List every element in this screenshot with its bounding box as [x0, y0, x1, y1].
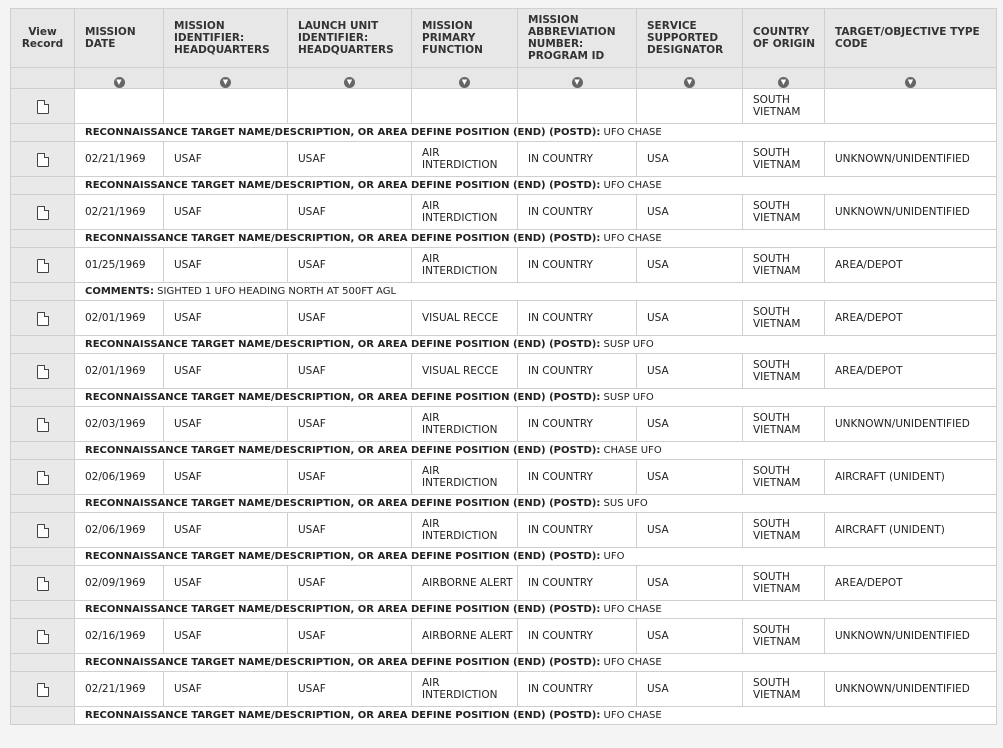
table-row — [11, 354, 997, 389]
detail-cell — [75, 654, 997, 672]
mission-date-cell: 02/21/1969 — [75, 195, 164, 230]
country-of-origin-cell: SOUTH VIETNAM — [743, 354, 825, 389]
table-row — [11, 672, 997, 707]
launch-unit-cell: USAF — [288, 513, 412, 548]
sort-icon[interactable]: ▼ — [459, 77, 470, 88]
launch-unit-cell: USAF — [288, 460, 412, 495]
detail-label: RECONNAISSANCE TARGET NAME/DESCRIPTION, OR AREA DEFINE POSITION (END) (POSTD): — [85, 444, 601, 456]
detail-spacer-cell — [11, 601, 75, 619]
header-program-id[interactable]: MISSION ABBREVIATION NUMBER: PROGRAM ID — [518, 9, 637, 68]
detail-cell — [75, 336, 997, 354]
detail-spacer-cell — [11, 124, 75, 142]
view-record-cell — [11, 460, 75, 495]
detail-label: RECONNAISSANCE TARGET NAME/DESCRIPTION, OR AREA DEFINE POSITION (END) (POSTD): — [85, 126, 601, 138]
target-type-cell: AREA/DEPOT — [825, 301, 997, 336]
view-record-cell — [11, 354, 75, 389]
country-of-origin-cell: SOUTH VIETNAM — [743, 89, 825, 124]
mission-identifier-cell: USAF — [164, 195, 288, 230]
sort-cell — [288, 68, 412, 89]
sort-cell — [164, 68, 288, 89]
detail-cell — [75, 495, 997, 513]
header-launch-unit[interactable]: LAUNCH UNIT IDENTIFIER: HEADQUARTERS — [288, 9, 412, 68]
table-row — [11, 407, 997, 442]
detail-value: UFO CHASE — [600, 232, 662, 244]
sort-icon[interactable]: ▼ — [220, 77, 231, 88]
mission-date-cell: 02/01/1969 — [75, 354, 164, 389]
program-id-cell: IN COUNTRY — [518, 301, 637, 336]
target-type-cell: UNKNOWN/UNIDENTIFIED — [825, 672, 997, 707]
table-row — [11, 89, 997, 124]
mission-identifier-cell: USAF — [164, 672, 288, 707]
header-row — [11, 9, 997, 68]
view-record-cell — [11, 566, 75, 601]
service-designator-cell: USA — [637, 619, 743, 654]
target-type-cell: UNKNOWN/UNIDENTIFIED — [825, 407, 997, 442]
launch-unit-cell: USAF — [288, 195, 412, 230]
detail-row — [11, 548, 997, 566]
target-type-cell: AREA/DEPOT — [825, 354, 997, 389]
detail-spacer-cell — [11, 283, 75, 301]
service-designator-cell: USA — [637, 513, 743, 548]
mission-records-table — [10, 8, 997, 725]
country-of-origin-cell: SOUTH VIETNAM — [743, 513, 825, 548]
service-designator-cell: USA — [637, 301, 743, 336]
launch-unit-cell: USAF — [288, 619, 412, 654]
sort-icon[interactable]: ▼ — [572, 77, 583, 88]
program-id-cell: IN COUNTRY — [518, 195, 637, 230]
target-type-cell: UNKNOWN/UNIDENTIFIED — [825, 195, 997, 230]
detail-row — [11, 230, 997, 248]
header-mission-identifier[interactable]: MISSION IDENTIFIER: HEADQUARTERS — [164, 9, 288, 68]
service-designator-cell: USA — [637, 142, 743, 177]
header-service-designator[interactable]: SERVICE SUPPORTED DESIGNATOR — [637, 9, 743, 68]
view-record-cell — [11, 195, 75, 230]
sort-row — [11, 68, 997, 89]
target-type-cell: AIRCRAFT (UNIDENT) — [825, 460, 997, 495]
view-record-document-icon[interactable] — [37, 524, 49, 538]
view-record-document-icon[interactable] — [37, 577, 49, 591]
detail-cell — [75, 124, 997, 142]
primary-function-cell: AIR INTERDICTION — [412, 407, 518, 442]
program-id-cell: IN COUNTRY — [518, 566, 637, 601]
view-record-cell — [11, 407, 75, 442]
detail-spacer-cell — [11, 389, 75, 407]
mission-identifier-cell: USAF — [164, 619, 288, 654]
launch-unit-cell: USAF — [288, 566, 412, 601]
header-country-of-origin[interactable]: COUNTRY OF ORIGIN — [743, 9, 825, 68]
launch-unit-cell: USAF — [288, 407, 412, 442]
detail-value: UFO CHASE — [600, 603, 662, 615]
detail-value: SUS UFO — [600, 497, 648, 509]
launch-unit-cell: USAF — [288, 354, 412, 389]
detail-value: CHASE UFO — [600, 444, 662, 456]
table-row — [11, 460, 997, 495]
mission-date-cell: 02/09/1969 — [75, 566, 164, 601]
primary-function-cell: AIR INTERDICTION — [412, 248, 518, 283]
detail-row — [11, 495, 997, 513]
header-view-record: View Record — [11, 9, 75, 68]
target-type-cell: AREA/DEPOT — [825, 248, 997, 283]
program-id-cell — [518, 89, 637, 124]
mission-identifier-cell: USAF — [164, 142, 288, 177]
table-row — [11, 195, 997, 230]
country-of-origin-cell: SOUTH VIETNAM — [743, 566, 825, 601]
table-row — [11, 301, 997, 336]
mission-identifier-cell: USAF — [164, 301, 288, 336]
country-of-origin-cell: SOUTH VIETNAM — [743, 195, 825, 230]
detail-spacer-cell — [11, 177, 75, 195]
mission-date-cell: 02/03/1969 — [75, 407, 164, 442]
view-record-document-icon[interactable] — [37, 312, 49, 326]
service-designator-cell: USA — [637, 407, 743, 442]
country-of-origin-cell: SOUTH VIETNAM — [743, 619, 825, 654]
country-of-origin-cell: SOUTH VIETNAM — [743, 142, 825, 177]
target-type-cell: AIRCRAFT (UNIDENT) — [825, 513, 997, 548]
table-row — [11, 619, 997, 654]
primary-function-cell — [412, 89, 518, 124]
primary-function-cell: AIR INTERDICTION — [412, 142, 518, 177]
detail-label: RECONNAISSANCE TARGET NAME/DESCRIPTION, OR AREA DEFINE POSITION (END) (POSTD): — [85, 338, 601, 350]
program-id-cell: IN COUNTRY — [518, 619, 637, 654]
mission-identifier-cell: USAF — [164, 354, 288, 389]
view-record-cell — [11, 142, 75, 177]
detail-value: SUSP UFO — [600, 391, 654, 403]
country-of-origin-cell: SOUTH VIETNAM — [743, 248, 825, 283]
program-id-cell: IN COUNTRY — [518, 672, 637, 707]
primary-function-cell: AIR INTERDICTION — [412, 195, 518, 230]
detail-row — [11, 336, 997, 354]
view-record-cell — [11, 513, 75, 548]
detail-value: UFO CHASE — [600, 126, 662, 138]
view-record-document-icon[interactable] — [37, 471, 49, 485]
program-id-cell: IN COUNTRY — [518, 513, 637, 548]
records-body — [11, 89, 997, 725]
detail-label: RECONNAISSANCE TARGET NAME/DESCRIPTION, OR AREA DEFINE POSITION (END) (POSTD): — [85, 656, 601, 668]
mission-identifier-cell: USAF — [164, 248, 288, 283]
mission-identifier-cell — [164, 89, 288, 124]
program-id-cell: IN COUNTRY — [518, 407, 637, 442]
header-target-type-code[interactable]: TARGET/OBJECTIVE TYPE CODE — [825, 9, 997, 68]
detail-label: RECONNAISSANCE TARGET NAME/DESCRIPTION, OR AREA DEFINE POSITION (END) (POSTD): — [85, 179, 601, 191]
detail-cell — [75, 230, 997, 248]
service-designator-cell — [637, 89, 743, 124]
detail-label: RECONNAISSANCE TARGET NAME/DESCRIPTION, OR AREA DEFINE POSITION (END) (POSTD): — [85, 497, 601, 509]
view-record-cell — [11, 672, 75, 707]
detail-cell — [75, 707, 997, 725]
detail-row — [11, 601, 997, 619]
detail-value: SUSP UFO — [600, 338, 654, 350]
detail-row — [11, 177, 997, 195]
mission-date-cell: 02/16/1969 — [75, 619, 164, 654]
mission-date-cell: 02/01/1969 — [75, 301, 164, 336]
view-record-document-icon[interactable] — [37, 153, 49, 167]
view-record-cell — [11, 619, 75, 654]
detail-row — [11, 442, 997, 460]
service-designator-cell: USA — [637, 566, 743, 601]
country-of-origin-cell: SOUTH VIETNAM — [743, 407, 825, 442]
detail-spacer-cell — [11, 654, 75, 672]
primary-function-cell: AIR INTERDICTION — [412, 460, 518, 495]
view-record-document-icon[interactable] — [37, 259, 49, 273]
target-type-cell — [825, 89, 997, 124]
detail-cell — [75, 601, 997, 619]
view-record-cell — [11, 248, 75, 283]
detail-spacer-cell — [11, 336, 75, 354]
detail-label: COMMENTS: — [85, 285, 154, 297]
primary-function-cell: AIRBORNE ALERT — [412, 566, 518, 601]
detail-row — [11, 124, 997, 142]
mission-identifier-cell: USAF — [164, 566, 288, 601]
detail-row — [11, 389, 997, 407]
mission-date-cell — [75, 89, 164, 124]
mission-date-cell: 02/21/1969 — [75, 142, 164, 177]
sort-icon[interactable]: ▼ — [344, 77, 355, 88]
detail-spacer-cell — [11, 495, 75, 513]
primary-function-cell: AIRBORNE ALERT — [412, 619, 518, 654]
service-designator-cell: USA — [637, 354, 743, 389]
detail-label: RECONNAISSANCE TARGET NAME/DESCRIPTION, OR AREA DEFINE POSITION (END) (POSTD): — [85, 550, 601, 562]
detail-spacer-cell — [11, 707, 75, 725]
detail-cell — [75, 442, 997, 460]
detail-cell — [75, 548, 997, 566]
header-primary-function[interactable]: MISSION PRIMARY FUNCTION — [412, 9, 518, 68]
launch-unit-cell: USAF — [288, 301, 412, 336]
sort-cell — [825, 68, 997, 89]
program-id-cell: IN COUNTRY — [518, 142, 637, 177]
launch-unit-cell: USAF — [288, 142, 412, 177]
primary-function-cell: VISUAL RECCE — [412, 354, 518, 389]
detail-value: UFO CHASE — [600, 656, 662, 668]
detail-label: RECONNAISSANCE TARGET NAME/DESCRIPTION, OR AREA DEFINE POSITION (END) (POSTD): — [85, 232, 601, 244]
mission-identifier-cell: USAF — [164, 460, 288, 495]
detail-row — [11, 707, 997, 725]
launch-unit-cell — [288, 89, 412, 124]
detail-value: UFO CHASE — [600, 179, 662, 191]
table-row — [11, 248, 997, 283]
detail-row — [11, 283, 997, 301]
sort-icon[interactable]: ▼ — [114, 77, 125, 88]
target-type-cell: UNKNOWN/UNIDENTIFIED — [825, 142, 997, 177]
sort-cell — [75, 68, 164, 89]
view-record-document-icon[interactable] — [37, 206, 49, 220]
mission-date-cell: 02/06/1969 — [75, 513, 164, 548]
detail-label: RECONNAISSANCE TARGET NAME/DESCRIPTION, OR AREA DEFINE POSITION (END) (POSTD): — [85, 391, 601, 403]
records-table-container — [10, 8, 996, 725]
target-type-cell: UNKNOWN/UNIDENTIFIED — [825, 619, 997, 654]
sort-cell — [412, 68, 518, 89]
sort-cell — [518, 68, 637, 89]
detail-spacer-cell — [11, 230, 75, 248]
service-designator-cell: USA — [637, 195, 743, 230]
view-record-document-icon[interactable] — [37, 683, 49, 697]
view-record-document-icon[interactable] — [37, 418, 49, 432]
service-designator-cell: USA — [637, 248, 743, 283]
detail-row — [11, 654, 997, 672]
detail-value: UFO CHASE — [600, 709, 662, 721]
detail-label: RECONNAISSANCE TARGET NAME/DESCRIPTION, OR AREA DEFINE POSITION (END) (POSTD): — [85, 603, 601, 615]
service-designator-cell: USA — [637, 672, 743, 707]
country-of-origin-cell: SOUTH VIETNAM — [743, 460, 825, 495]
sort-icon[interactable]: ▼ — [684, 77, 695, 88]
program-id-cell: IN COUNTRY — [518, 460, 637, 495]
view-record-document-icon[interactable] — [37, 630, 49, 644]
view-record-cell — [11, 89, 75, 124]
sort-icon[interactable]: ▼ — [778, 77, 789, 88]
program-id-cell: IN COUNTRY — [518, 248, 637, 283]
detail-value: UFO — [600, 550, 625, 562]
detail-cell — [75, 177, 997, 195]
detail-cell — [75, 283, 997, 301]
table-row — [11, 142, 997, 177]
sort-cell — [743, 68, 825, 89]
sort-icon[interactable]: ▼ — [905, 77, 916, 88]
program-id-cell: IN COUNTRY — [518, 354, 637, 389]
detail-label: RECONNAISSANCE TARGET NAME/DESCRIPTION, OR AREA DEFINE POSITION (END) (POSTD): — [85, 709, 601, 721]
country-of-origin-cell: SOUTH VIETNAM — [743, 301, 825, 336]
primary-function-cell: AIR INTERDICTION — [412, 513, 518, 548]
launch-unit-cell: USAF — [288, 248, 412, 283]
view-record-cell — [11, 301, 75, 336]
table-row — [11, 513, 997, 548]
mission-date-cell: 01/25/1969 — [75, 248, 164, 283]
primary-function-cell: VISUAL RECCE — [412, 301, 518, 336]
mission-date-cell: 02/21/1969 — [75, 672, 164, 707]
view-record-document-icon[interactable] — [37, 365, 49, 379]
detail-spacer-cell — [11, 442, 75, 460]
mission-identifier-cell: USAF — [164, 513, 288, 548]
table-row — [11, 566, 997, 601]
detail-cell — [75, 389, 997, 407]
sort-cell — [637, 68, 743, 89]
country-of-origin-cell: SOUTH VIETNAM — [743, 672, 825, 707]
mission-identifier-cell: USAF — [164, 407, 288, 442]
detail-spacer-cell — [11, 548, 75, 566]
service-designator-cell: USA — [637, 460, 743, 495]
mission-date-cell: 02/06/1969 — [75, 460, 164, 495]
primary-function-cell: AIR INTERDICTION — [412, 672, 518, 707]
target-type-cell: AREA/DEPOT — [825, 566, 997, 601]
sort-cell-empty — [11, 68, 75, 89]
detail-value: SIGHTED 1 UFO HEADING NORTH AT 500FT AGL — [153, 285, 397, 297]
launch-unit-cell: USAF — [288, 672, 412, 707]
header-mission-date[interactable]: MISSION DATE — [75, 9, 164, 68]
view-record-document-icon[interactable] — [37, 100, 49, 114]
